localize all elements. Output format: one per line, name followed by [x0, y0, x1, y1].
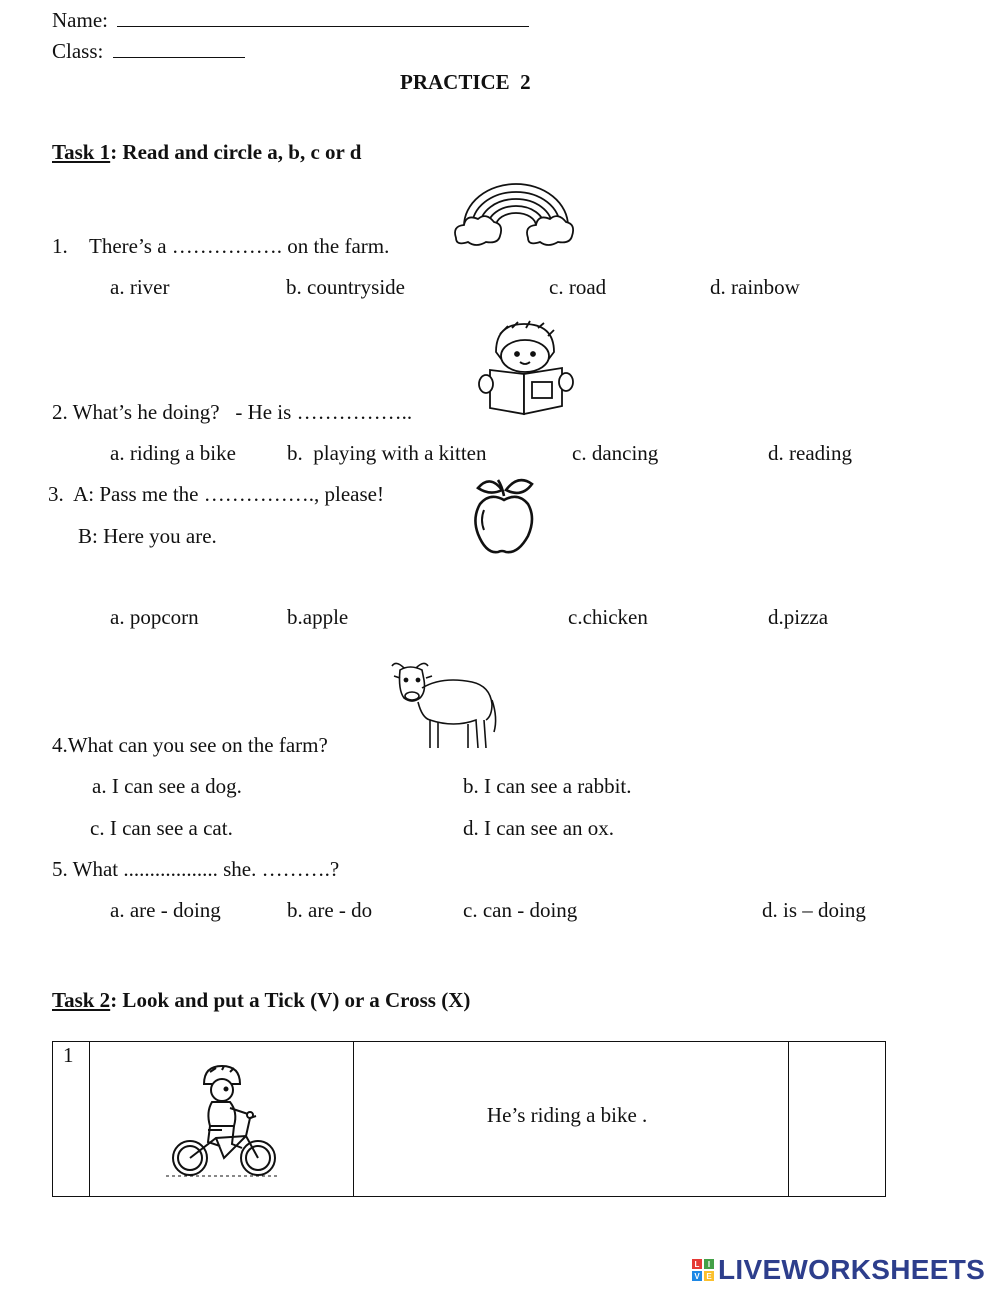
class-label: Class: — [52, 39, 104, 63]
name-label: Name: — [52, 8, 108, 32]
question-2-text: 2. What’s he doing? - He is …………….. — [52, 400, 413, 424]
question-5-option-c[interactable]: c. can - doing — [463, 898, 578, 922]
page-title: PRACTICE 2 — [400, 70, 531, 94]
question-1-option-d[interactable]: d. rainbow — [710, 275, 800, 299]
question-3-text: 3. A: Pass me the ……………., please! — [48, 482, 384, 506]
name-label-row — [52, 10, 529, 31]
task2-heading — [52, 990, 470, 1011]
question-1-option-b[interactable]: b. countryside — [286, 275, 405, 299]
question-2-option-c[interactable]: c. dancing — [572, 441, 659, 465]
question-1-number: 1. — [52, 234, 68, 258]
question-4-option-a[interactable]: a. I can see a dog. — [92, 774, 242, 798]
apple-icon — [472, 474, 538, 556]
question-1-option-a[interactable]: a. river — [110, 275, 170, 299]
task1-heading — [52, 142, 361, 163]
ox-icon — [388, 658, 500, 752]
question-4-option-c[interactable]: c. I can see a cat. — [90, 816, 233, 840]
question-3-text-b: B: Here you are. — [78, 524, 217, 548]
row-sentence-cell — [353, 1042, 788, 1197]
question-2-option-d[interactable]: d. reading — [768, 441, 852, 465]
question-4-option-d[interactable]: d. I can see an ox. — [463, 816, 615, 840]
liveworksheets-logo-icon — [692, 1259, 714, 1281]
boy-riding-bike-icon — [160, 1060, 280, 1178]
question-3-option-c[interactable]: c.chicken — [568, 605, 648, 629]
brand-name: LIVEWORKSHEETS — [718, 1254, 986, 1285]
logo-letter-l: L — [694, 1260, 700, 1269]
answer-cell[interactable] — [789, 1042, 886, 1197]
question-4-option-b[interactable]: b. I can see a rabbit. — [463, 774, 632, 798]
question-5-option-a[interactable]: a. are - doing — [110, 898, 221, 922]
question-4-text: 4.What can you see on the farm? — [52, 733, 328, 757]
task1-label: Task 1 — [52, 140, 111, 164]
question-1-option-c[interactable]: c. road — [549, 275, 607, 299]
row-number-cell — [53, 1042, 90, 1197]
rainbow-icon — [452, 180, 582, 250]
logo-letter-v: V — [694, 1272, 700, 1281]
boy-reading-icon — [478, 318, 574, 416]
task2-instruction: : Look and put a Tick (V) or a Cross (X) — [110, 988, 471, 1012]
question-3-option-a[interactable]: a. popcorn — [110, 605, 199, 629]
question-2-option-a[interactable]: a. riding a bike — [110, 441, 236, 465]
question-3-option-d[interactable]: d.pizza — [768, 605, 829, 629]
name-field-line[interactable] — [117, 26, 529, 27]
row-number: 1 — [63, 1043, 74, 1067]
class-label-row — [52, 41, 245, 62]
table-row — [53, 1042, 886, 1197]
question-2-option-b[interactable]: b. playing with a kitten — [287, 441, 487, 465]
logo-letter-e: E — [706, 1272, 712, 1281]
row-image-cell — [89, 1042, 353, 1197]
question-1-text: There’s a ……………. on the farm. — [89, 234, 390, 258]
class-field-line[interactable] — [113, 57, 245, 58]
row-sentence: He’s riding a bike . — [486, 1102, 648, 1127]
task2-label: Task 2 — [52, 988, 111, 1012]
task1-instruction: : Read and circle a, b, c or d — [110, 140, 362, 164]
logo-letter-i: I — [707, 1260, 711, 1269]
task2-table — [52, 1041, 886, 1197]
liveworksheets-logo[interactable] — [692, 1254, 985, 1286]
question-5-option-b[interactable]: b. are - do — [287, 898, 373, 922]
question-5-option-d[interactable]: d. is – doing — [762, 898, 866, 922]
question-5-text: 5. What .................. she. ……….? — [52, 857, 340, 881]
question-3-option-b[interactable]: b.apple — [287, 605, 349, 629]
